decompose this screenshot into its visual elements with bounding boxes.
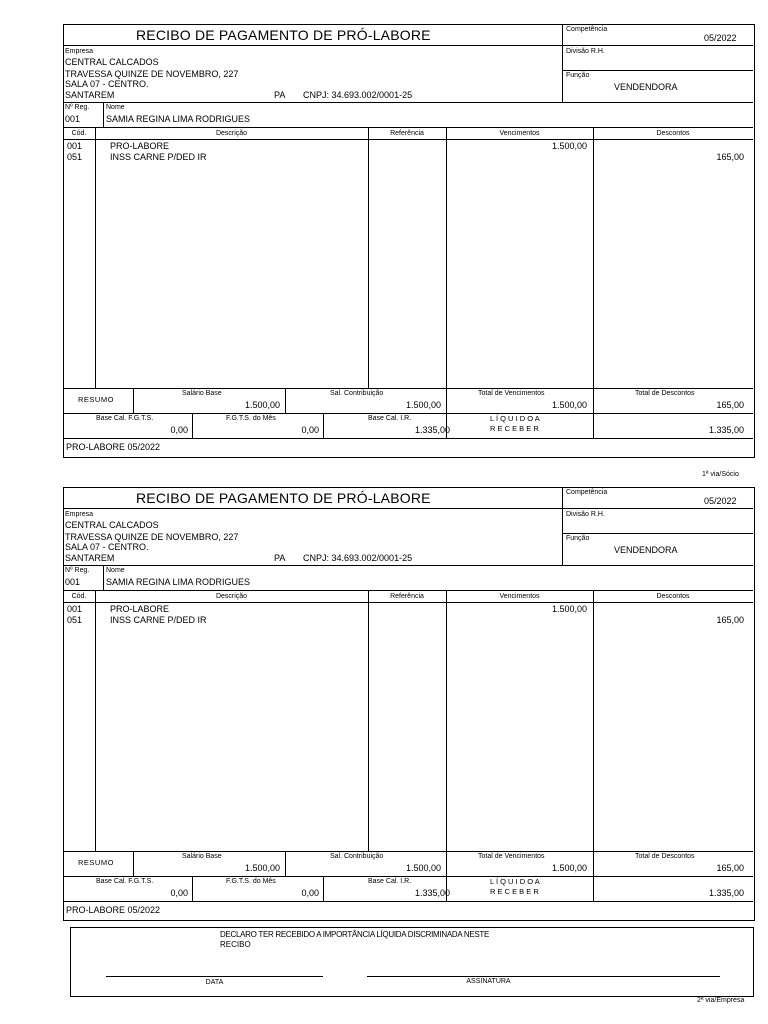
sal-contrib-value: 1.500,00 xyxy=(405,863,441,873)
salario-base-value: 1.500,00 xyxy=(244,400,280,410)
salario-base-label: Salário Base xyxy=(182,390,222,397)
receipt-footer: PRO-LABORE 05/2022 xyxy=(66,905,161,915)
item-1-cod: 051 xyxy=(67,152,83,162)
col-referencia: Referência xyxy=(390,130,424,137)
total-desc-value: 165,00 xyxy=(716,863,744,873)
base-fgts-value: 0,00 xyxy=(170,888,188,898)
empresa-address-2: SALA 07 - CENTRO. xyxy=(65,79,149,89)
liquido-value: 1.335,00 xyxy=(708,425,744,435)
base-ir-value: 1.335,00 xyxy=(414,425,450,435)
empresa-name: CENTRAL CALCADOS xyxy=(65,57,159,67)
nreg-label: Nº Reg. xyxy=(65,567,90,574)
fgts-mes-value: 0,00 xyxy=(301,888,319,898)
receipt-2 xyxy=(0,487,768,927)
empresa-city: SANTAREM xyxy=(65,553,115,563)
empresa-cnpj: CNPJ: 34.693.002/0001-25 xyxy=(303,553,413,563)
item-0-vencimento: 1.500,00 xyxy=(551,604,587,614)
receipt-footer: PRO-LABORE 05/2022 xyxy=(66,442,161,452)
funcao-label: Função xyxy=(566,72,590,79)
item-0-cod: 001 xyxy=(67,141,83,151)
base-ir-value: 1.335,00 xyxy=(414,888,450,898)
fgts-mes-value: 0,00 xyxy=(301,425,319,435)
empresa-state: PA xyxy=(274,90,286,100)
sal-contrib-label: Sal. Contribuição xyxy=(330,390,384,397)
date-line xyxy=(106,976,323,977)
receipt-title: RECIBO DE PAGAMENTO DE PRÓ-LABORE xyxy=(136,490,431,506)
competencia-label: Competência xyxy=(566,26,608,33)
liquido-label-2: R E C E B E R xyxy=(490,887,539,896)
col-referencia: Referência xyxy=(390,593,424,600)
item-1-desconto: 165,00 xyxy=(716,152,744,162)
nreg-value: 001 xyxy=(65,114,81,124)
item-1-desc: INSS CARNE P/DED IR xyxy=(110,152,207,162)
declaration-text-2: RECIBO xyxy=(220,940,251,949)
item-1-cod: 051 xyxy=(67,615,83,625)
competencia-label: Competência xyxy=(566,489,608,496)
col-descontos: Descontos xyxy=(656,130,690,137)
total-venc-value: 1.500,00 xyxy=(551,863,587,873)
item-0-cod: 001 xyxy=(67,604,83,614)
signature-line xyxy=(367,976,720,977)
col-descricao: Descrição xyxy=(215,130,248,137)
item-1-desc: INSS CARNE P/DED IR xyxy=(110,615,207,625)
item-0-desc: PRO-LABORE xyxy=(110,141,170,151)
empresa-label: Empresa xyxy=(65,511,94,518)
sal-contrib-value: 1.500,00 xyxy=(405,400,441,410)
receipt-1 xyxy=(0,24,768,464)
signature-label: ASSINATURA xyxy=(466,978,511,985)
col-vencimentos: Vencimentos xyxy=(499,593,540,600)
item-1-desconto: 165,00 xyxy=(716,615,744,625)
liquido-label-1: L Í Q U I D O A xyxy=(490,877,540,886)
total-venc-value: 1.500,00 xyxy=(551,400,587,410)
liquido-value: 1.335,00 xyxy=(708,888,744,898)
empresa-address-2: SALA 07 - CENTRO. xyxy=(65,542,149,552)
empresa-city: SANTAREM xyxy=(65,90,115,100)
total-desc-label: Total de Descontos xyxy=(635,390,695,397)
total-desc-value: 165,00 xyxy=(716,400,744,410)
empresa-address-1: TRAVESSA QUINZE DE NOVEMBRO, 227 xyxy=(65,69,239,79)
base-ir-label: Base Cal. I.R. xyxy=(368,415,412,422)
via-1-label: 1ª via/Sócio xyxy=(702,471,739,478)
empresa-label: Empresa xyxy=(65,48,94,55)
empresa-address-1: TRAVESSA QUINZE DE NOVEMBRO, 227 xyxy=(65,532,239,542)
liquido-label-2: R E C E B E R xyxy=(490,424,539,433)
resumo-label: RESUMO xyxy=(78,858,114,867)
col-descontos: Descontos xyxy=(656,593,690,600)
empresa-name: CENTRAL CALCADOS xyxy=(65,520,159,530)
empresa-state: PA xyxy=(274,553,286,563)
col-cod: Cód. xyxy=(71,593,87,600)
fgts-mes-label: F.G.T.S. do Mês xyxy=(226,415,276,422)
col-descricao: Descrição xyxy=(215,593,248,600)
col-vencimentos: Vencimentos xyxy=(499,130,540,137)
col-cod: Cód. xyxy=(71,130,87,137)
total-desc-label: Total de Descontos xyxy=(635,853,695,860)
receipt-title: RECIBO DE PAGAMENTO DE PRÓ-LABORE xyxy=(136,27,431,43)
divisao-label: Divisão R.H. xyxy=(566,48,605,55)
nome-label: Nome xyxy=(106,567,125,574)
total-venc-label: Total de Vencimentos xyxy=(478,390,545,397)
nome-value: SAMIA REGINA LIMA RODRIGUES xyxy=(106,577,251,587)
salario-base-label: Salário Base xyxy=(182,853,222,860)
funcao-label: Função xyxy=(566,535,590,542)
base-ir-label: Base Cal. I.R. xyxy=(368,878,412,885)
competencia-value: 05/2022 xyxy=(704,33,737,43)
competencia-value: 05/2022 xyxy=(704,496,737,506)
date-label: DATA xyxy=(205,979,224,986)
funcao-value: VENDENDORA xyxy=(614,545,678,555)
declaration-text-1: DECLARO TER RECEBIDO A IMPORTÂNCIA LÍQUIDA DISCRIMINADA NESTE xyxy=(220,930,490,939)
total-venc-label: Total de Vencimentos xyxy=(478,853,545,860)
fgts-mes-label: F.G.T.S. do Mês xyxy=(226,878,276,885)
salario-base-value: 1.500,00 xyxy=(244,863,280,873)
resumo-label: RESUMO xyxy=(78,395,114,404)
item-0-vencimento: 1.500,00 xyxy=(551,141,587,151)
funcao-value: VENDENDORA xyxy=(614,82,678,92)
base-fgts-value: 0,00 xyxy=(170,425,188,435)
base-fgts-label: Base Cal. F.G.T.S. xyxy=(96,878,154,885)
base-fgts-label: Base Cal. F.G.T.S. xyxy=(96,415,154,422)
divisao-label: Divisão R.H. xyxy=(566,511,605,518)
empresa-cnpj: CNPJ: 34.693.002/0001-25 xyxy=(303,90,413,100)
sal-contrib-label: Sal. Contribuição xyxy=(330,853,384,860)
nreg-label: Nº Reg. xyxy=(65,104,90,111)
via-2-label: 2ª via/Empresa xyxy=(697,997,745,1004)
item-0-desc: PRO-LABORE xyxy=(110,604,170,614)
nome-label: Nome xyxy=(106,104,125,111)
nreg-value: 001 xyxy=(65,577,81,587)
nome-value: SAMIA REGINA LIMA RODRIGUES xyxy=(106,114,251,124)
liquido-label-1: L Í Q U I D O A xyxy=(490,414,540,423)
